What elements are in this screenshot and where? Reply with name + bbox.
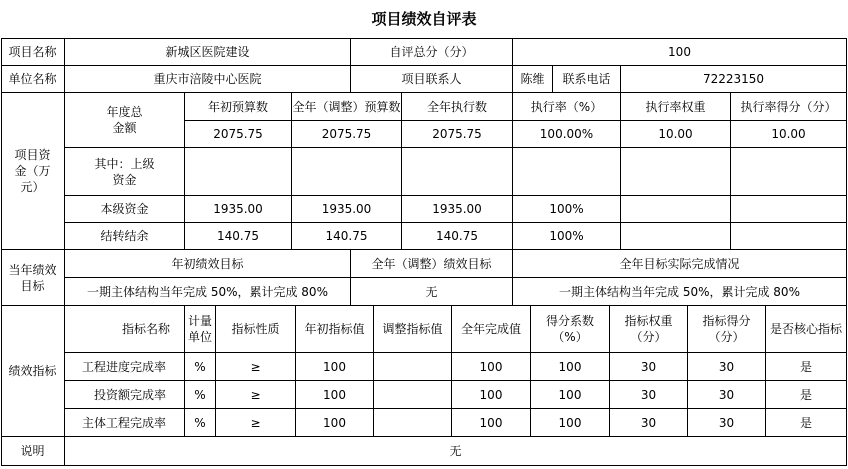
indicator-initial-value: 100 <box>296 381 374 409</box>
indicator-unit: % <box>185 381 216 409</box>
own-initial: 1935.00 <box>185 196 292 223</box>
indicators-section-label: 绩效指标 <box>1 306 65 437</box>
superior-adjusted <box>292 148 402 196</box>
note-value: 无 <box>65 437 847 466</box>
phone-value: 72223150 <box>621 66 847 93</box>
header-core-indicator: 是否核心指标 <box>766 306 847 353</box>
total-adjusted-budget: 2075.75 <box>292 121 402 148</box>
indicator-completed-value: 100 <box>452 353 531 381</box>
indicator-unit: % <box>185 409 216 437</box>
carry-rate: 100% <box>513 223 621 250</box>
project-name-value: 新城区医院建设 <box>65 38 351 66</box>
carry-initial: 140.75 <box>185 223 292 250</box>
carry-adjusted: 140.75 <box>292 223 402 250</box>
header-score: 指标得分（分） <box>688 306 766 353</box>
indicator-name: 投资额完成率 <box>65 381 185 409</box>
header-initial-budget: 年初预算数 <box>185 93 292 121</box>
header-indicator-name: 指标名称 <box>65 306 185 353</box>
indicator-adjusted-value <box>374 409 452 437</box>
indicator-weight: 30 <box>610 381 688 409</box>
indicator-score: 30 <box>688 409 766 437</box>
indicator-core: 是 <box>766 353 847 381</box>
indicator-nature: ≥ <box>216 381 296 409</box>
contact-label: 项目联系人 <box>351 66 513 93</box>
total-amount-label: 年度总金额 <box>65 93 185 148</box>
header-completed-value: 全年完成值 <box>452 306 531 353</box>
indicator-adjusted-value <box>374 353 452 381</box>
initial-goal-value: 一期主体结构当年完成 50%，累计完成 80% <box>65 278 351 306</box>
indicator-score-coefficient: 100 <box>531 409 610 437</box>
total-executed: 2075.75 <box>402 121 513 148</box>
superior-score <box>731 148 847 196</box>
adjusted-goal-value: 无 <box>351 278 513 306</box>
indicator-name: 工程进度完成率 <box>65 353 185 381</box>
header-adjusted-budget: 全年（调整）预算数 <box>292 93 402 121</box>
note-label: 说明 <box>1 437 65 466</box>
superior-rate <box>513 148 621 196</box>
own-rate: 100% <box>513 196 621 223</box>
indicator-nature: ≥ <box>216 353 296 381</box>
header-initial-goal: 年初绩效目标 <box>65 250 351 278</box>
header-adjusted-value: 调整指标值 <box>374 306 452 353</box>
carryover-label: 结转结余 <box>65 223 185 250</box>
header-execution-rate: 执行率（%） <box>513 93 621 121</box>
superior-funds-label: 其中：上级资金 <box>65 148 185 196</box>
own-adjusted: 1935.00 <box>292 196 402 223</box>
superior-executed <box>402 148 513 196</box>
superior-weight <box>621 148 731 196</box>
header-actual-completion: 全年目标实际完成情况 <box>513 250 847 278</box>
goals-section-label: 当年绩效目标 <box>1 250 65 306</box>
carry-score <box>731 223 847 250</box>
header-unit: 计量单位 <box>185 306 216 353</box>
total-rate-weight: 10.00 <box>621 121 731 148</box>
superior-initial <box>185 148 292 196</box>
contact-value: 陈维 <box>513 66 553 93</box>
own-funds-label: 本级资金 <box>65 196 185 223</box>
indicator-unit: % <box>185 353 216 381</box>
indicator-completed-value: 100 <box>452 409 531 437</box>
indicator-weight: 30 <box>610 409 688 437</box>
own-score <box>731 196 847 223</box>
header-weight: 指标权重（分） <box>610 306 688 353</box>
indicator-adjusted-value <box>374 381 452 409</box>
page-title: 项目绩效自评表 <box>371 10 477 28</box>
indicator-completed-value: 100 <box>452 381 531 409</box>
carry-weight <box>621 223 731 250</box>
indicator-core: 是 <box>766 381 847 409</box>
indicator-nature: ≥ <box>216 409 296 437</box>
header-nature: 指标性质 <box>216 306 296 353</box>
score-label: 自评总分（分） <box>351 38 513 66</box>
indicator-score-coefficient: 100 <box>531 381 610 409</box>
header-initial-value: 年初指标值 <box>296 306 374 353</box>
header-rate-weight: 执行率权重 <box>621 93 731 121</box>
indicator-score-coefficient: 100 <box>531 353 610 381</box>
indicator-initial-value: 100 <box>296 409 374 437</box>
header-adjusted-goal: 全年（调整）绩效目标 <box>351 250 513 278</box>
own-weight <box>621 196 731 223</box>
actual-completion-value: 一期主体结构当年完成 50%，累计完成 80% <box>513 278 847 306</box>
total-initial-budget: 2075.75 <box>185 121 292 148</box>
unit-label: 单位名称 <box>1 66 65 93</box>
unit-value: 重庆市涪陵中心医院 <box>65 66 351 93</box>
indicator-score: 30 <box>688 353 766 381</box>
indicator-initial-value: 100 <box>296 353 374 381</box>
header-score-coefficient: 得分系数（%） <box>531 306 610 353</box>
score-value: 100 <box>513 38 847 66</box>
project-name-label: 项目名称 <box>1 38 65 66</box>
funds-section-label: 项目资金（万元） <box>1 93 65 250</box>
header-executed: 全年执行数 <box>402 93 513 121</box>
total-rate-score: 10.00 <box>731 121 847 148</box>
own-executed: 1935.00 <box>402 196 513 223</box>
phone-label: 联系电话 <box>553 66 621 93</box>
carry-executed: 140.75 <box>402 223 513 250</box>
indicator-name: 主体工程完成率 <box>65 409 185 437</box>
indicator-weight: 30 <box>610 353 688 381</box>
indicator-core: 是 <box>766 409 847 437</box>
total-execution-rate: 100.00% <box>513 121 621 148</box>
header-rate-score: 执行率得分（分） <box>731 93 847 121</box>
indicator-score: 30 <box>688 381 766 409</box>
